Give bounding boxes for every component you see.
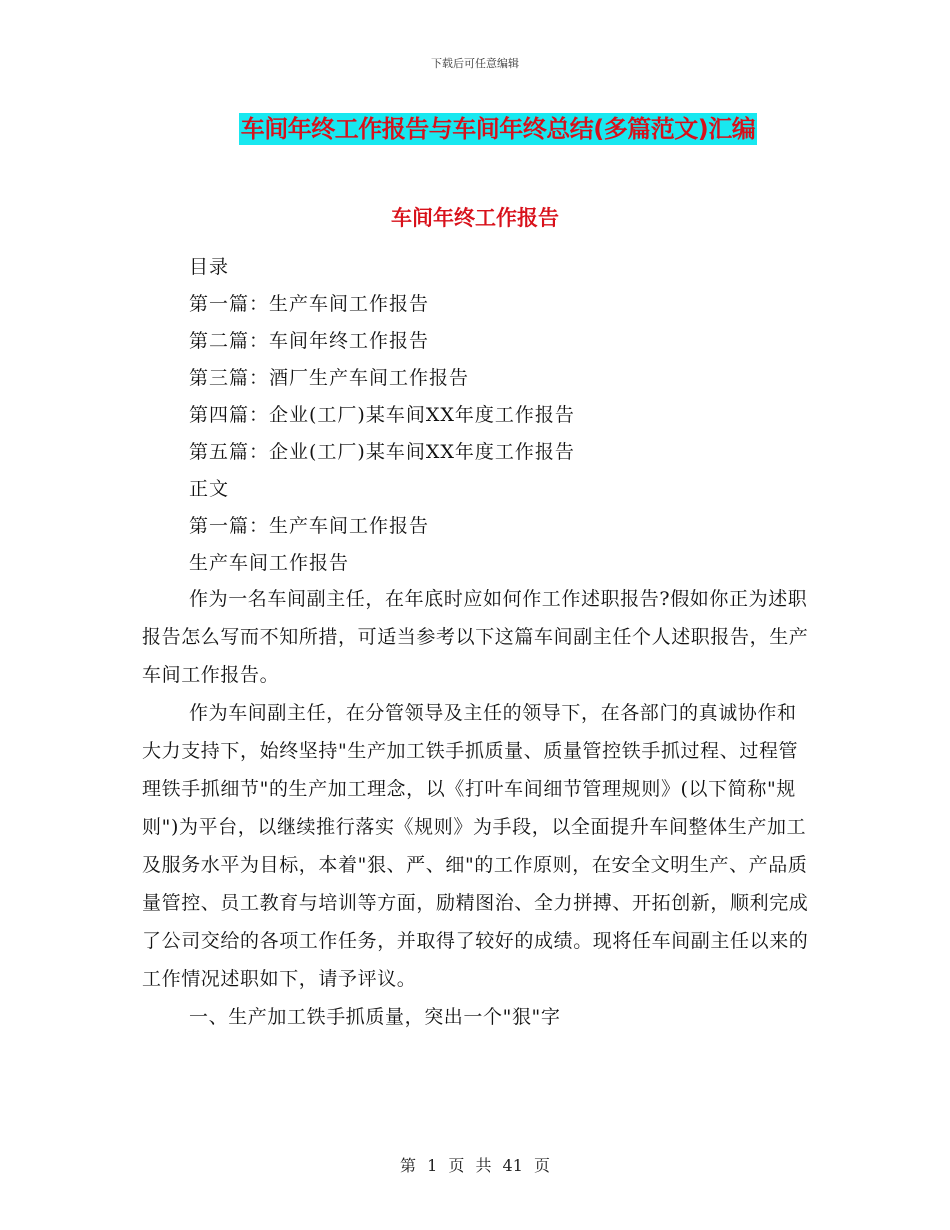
toc-item: 第三篇：酒厂生产车间工作报告	[189, 367, 470, 389]
main-title-container	[0, 113, 950, 145]
article-title: 生产车间工作报告	[189, 552, 350, 574]
table-of-contents	[189, 249, 829, 582]
main-title: 车间年终工作报告与车间年终总结(多篇范文)汇编	[240, 115, 756, 143]
body-heading: 正文	[189, 478, 230, 500]
toc-item: 第一篇：生产车间工作报告	[189, 293, 430, 315]
paragraph: 作为一名车间副主任，在年底时应如何作工作述职报告?假如你正为述职报告怎么写而不知所措，可适当参考以下这篇车间副主任个人述职报告，生产车间工作报告。	[142, 588, 809, 686]
page-footer: 第 1 页 共 41 页	[400, 1156, 550, 1175]
body-text	[142, 580, 812, 1036]
sub-title: 车间年终工作报告	[391, 206, 559, 230]
toc-item: 第四篇：企业(工厂)某车间XX年度工作报告	[189, 404, 575, 426]
toc-item: 第二篇：车间年终工作报告	[189, 330, 430, 352]
first-article-heading: 第一篇：生产车间工作报告	[189, 515, 430, 537]
header-note: 下载后可任意编辑	[431, 57, 519, 70]
paragraph: 作为车间副主任，在分管领导及主任的领导下，在各部门的真诚协作和大力支持下，始终坚持"生产加工铁手抓质量、质量管控铁手抓过程、过程管理铁手抓细节"的生产加工理念，以《打叶车间细节管理规则》(以下简称"规则")为平台，以继续推行落实《规则》为手段，以全面提升车间整体生产加工及服务水平为目标，本着"狠、严、细"的工作原则，在安全文明生产、产品质量管控、员工教育与培训等方面，励精图治、全力拼搏、开拓创新，顺利完成了公司交给的各项工作任务，并取得了较好的成绩。现将任车间副主任以来的工作情况述职如下，请予评议。	[142, 702, 809, 990]
toc-heading: 目录	[189, 256, 230, 278]
toc-item: 第五篇：企业(工厂)某车间XX年度工作报告	[189, 441, 575, 463]
section-heading: 一、生产加工铁手抓质量，突出一个"狠"字	[189, 1006, 561, 1028]
